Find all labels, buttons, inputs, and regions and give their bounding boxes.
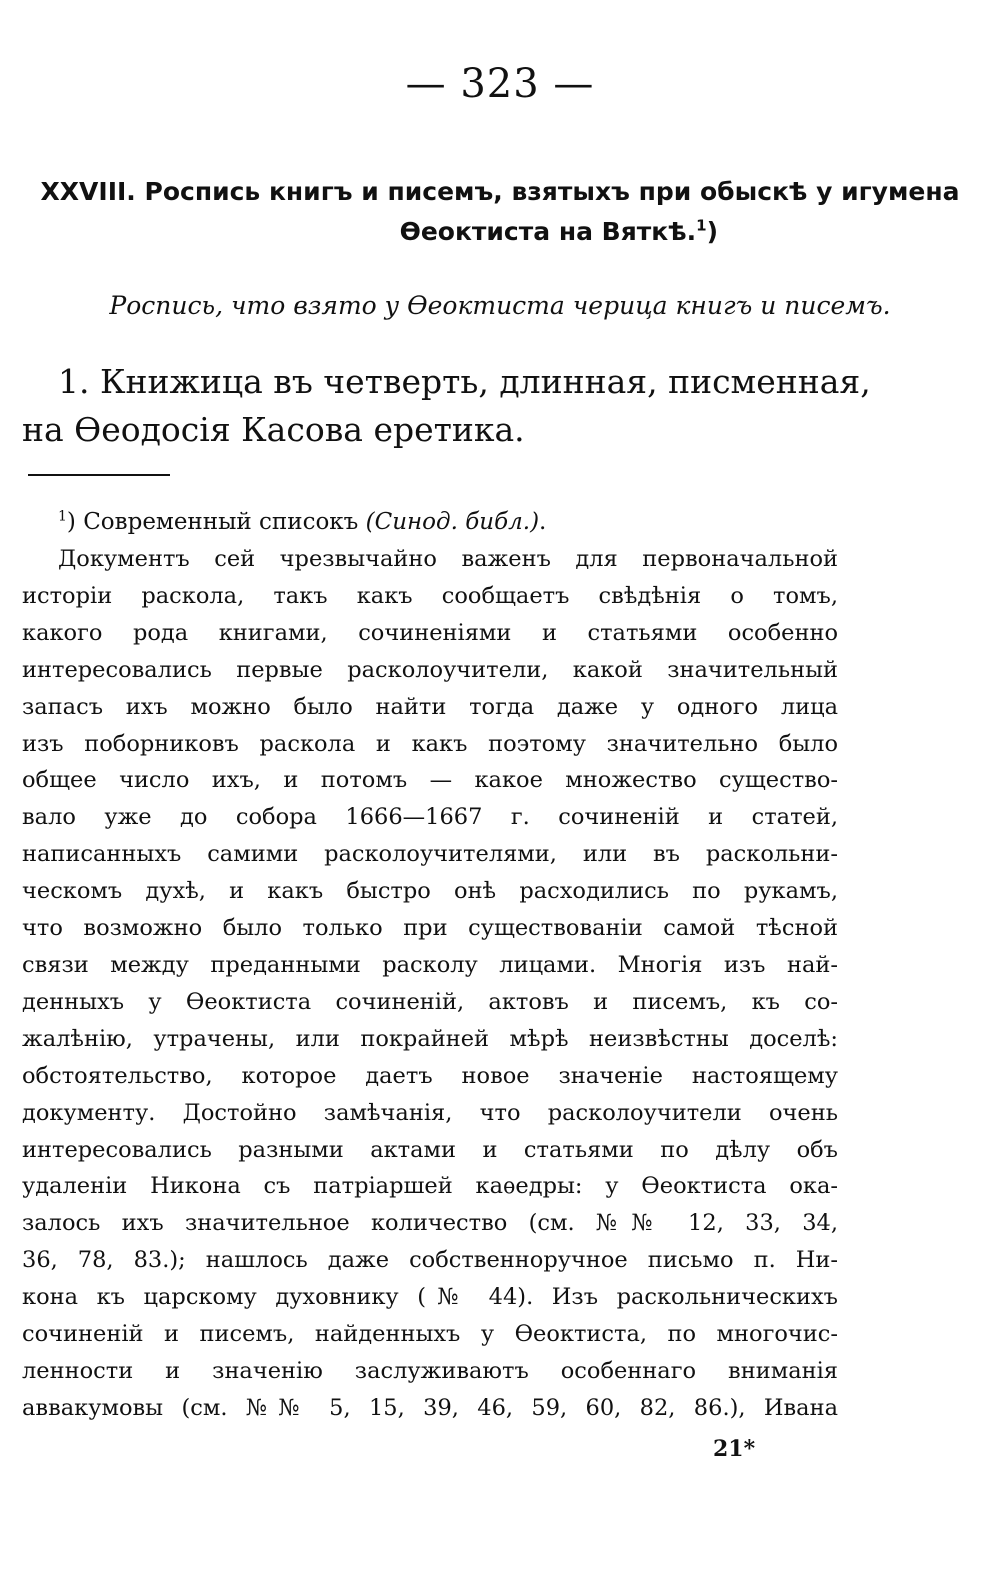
- footnote-line: запасъ ихъ можно было найти тогда даже у одного лица: [22, 693, 838, 720]
- footnote-line: обстоятельство, которое даетъ новое значеніе настоящему: [22, 1062, 838, 1089]
- footnote-line: документу. Достойно замѣчанія, что расколоучители очень: [22, 1099, 838, 1126]
- footnote-line: жалѣнію, утрачены, или покрайней мѣрѣ неизвѣстны доселѣ:: [22, 1025, 838, 1052]
- list-item-line-2: на Өеодосія Касова еретика.: [22, 410, 525, 449]
- section-heading: [30, 172, 970, 252]
- footnote-line: какого рода книгами, сочиненіями и статьями особенно: [22, 619, 838, 646]
- signature-mark: 21*: [713, 1436, 756, 1462]
- list-item-line-1: 1. Книжица въ четверть, длинная, писменная,: [58, 362, 871, 401]
- footnote-line: Документъ сей чрезвычайно важенъ для первоначальной: [58, 546, 838, 572]
- footnote-line: общее число ихъ, и потомъ — какое множество существо-: [22, 767, 838, 794]
- footnote-line: удаленіи Никона съ патріаршей каѳедры: у Өеоктиста ока-: [22, 1173, 838, 1200]
- footnote-line: ленности и значенію заслуживаютъ особеннаго вниманія: [22, 1357, 838, 1384]
- footnote-line: написанныхъ самими расколоучителями, или въ раскольни-: [22, 841, 838, 868]
- document-subtitle: Роспись, что взято у Өеоктиста черица книгъ и писемъ.: [109, 291, 891, 320]
- footnote-body: [22, 541, 838, 1427]
- footnote-line: интересовались разными актами и статьями по дѣлу объ: [22, 1136, 838, 1163]
- footnote-line: залось ихъ значительное количество (см. №№ 12, 33, 34,: [22, 1210, 838, 1237]
- footnote-line: денныхъ у Өеоктиста сочиненій, актовъ и писемъ, къ со-: [22, 988, 838, 1015]
- footnote-line: изъ поборниковъ раскола и какъ поэтому значительно было: [22, 730, 838, 757]
- footnote-text-after: .: [539, 509, 547, 535]
- section-heading-line-2: [30, 212, 970, 252]
- page-number: — 323 —: [405, 61, 595, 107]
- footnote-marker: 1: [58, 508, 67, 525]
- section-heading-line-1: XXVIII. Роспись книгъ и писемъ, взятыхъ при обыскѣ у игумена: [40, 177, 960, 206]
- footnote-line: исторіи раскола, такъ какъ сообщаетъ свѣдѣнія о томъ,: [22, 582, 838, 609]
- footnote-line: что возможно было только при существованіи самой тѣсной: [22, 915, 838, 942]
- footnote-line: вало уже до собора 1666—1667 г. сочиненій и статей,: [22, 804, 838, 831]
- footnote-line: сочиненій и писемъ, найденныхъ у Өеоктиста, по многочис-: [22, 1321, 838, 1348]
- footnote-line: интересовались первые расколоучители, какой значительный: [22, 656, 838, 683]
- footnote-line: связи между преданными расколу лицами. Многія изъ най-: [22, 951, 838, 978]
- list-item: [22, 358, 871, 454]
- footnote-reference: 1: [696, 216, 707, 235]
- footnote-line: аввакумовы (см. №№ 5, 15, 39, 46, 59, 60, 82, 86.), Ивана: [22, 1394, 838, 1421]
- section-heading-line-2-close: ): [706, 217, 718, 246]
- footnote-divider: [28, 474, 170, 476]
- footnote-source: (Синод. библ.): [365, 509, 540, 535]
- section-heading-line-2-text: Өеоктиста на Вяткѣ.: [399, 217, 697, 246]
- footnote-text-before: ) Современный списокъ: [66, 509, 366, 535]
- footnote-heading: [22, 504, 838, 540]
- footnote-line: кона къ царскому духовнику (№ 44). Изъ раскольническихъ: [22, 1284, 838, 1311]
- footnote-line: 36, 78, 83.); нашлось даже собственноручное письмо п. Ни-: [22, 1247, 838, 1274]
- footnote-line: ческомъ духѣ, и какъ быстро онѣ расходились по рукамъ,: [22, 878, 838, 905]
